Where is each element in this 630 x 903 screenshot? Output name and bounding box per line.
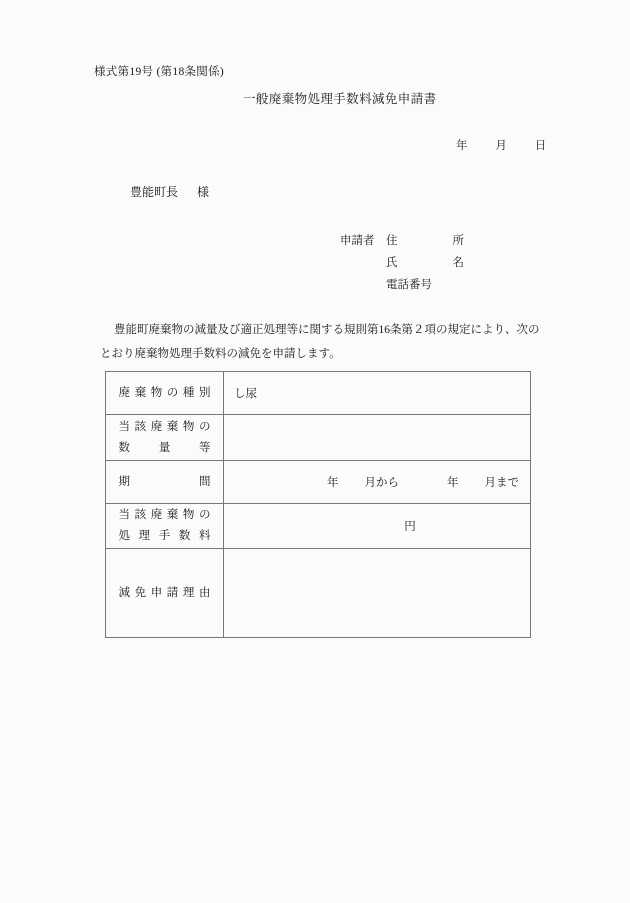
period-year-from: 年 [327,477,339,489]
applicant-name-label: 氏 名 [386,257,464,269]
applicant-phone-label: 電話番号 [386,279,432,291]
application-table [105,371,531,638]
table-row-reduction-reason [106,549,531,638]
period-year-to: 年 [447,477,459,489]
value-period[interactable] [224,461,531,504]
document-title: 一般廃棄物処理手数料減免申請書 [243,92,437,106]
table-row-period [106,461,531,504]
body-paragraph-line2: おり廃棄物処理手数料の減免を申請します。 [111,348,341,360]
label-period: 期 間 [106,461,224,504]
addressee [130,183,209,200]
body-paragraph-line1: 豊能町廃棄物の減量及び適正処理等に関する規則第16条第２項の規定により、次のと [100,324,540,360]
period-month-to: 月まで [484,477,519,489]
label-waste-type: 廃棄物の種別 [106,372,224,415]
table-row-processing-fee [106,504,531,549]
value-waste-type[interactable]: し尿 [224,372,531,415]
label-waste-amount: 当該廃棄物の 数 量 等 [106,415,224,461]
applicant-label: 申請者 [340,235,375,247]
applicant-address-label: 住 所 [386,235,464,247]
applicant-row-name [340,252,464,274]
label-reduction-reason: 減免申請理由 [106,549,224,638]
applicant-block [340,230,464,296]
addressee-name: 豊能町長 [130,185,179,199]
value-processing-fee[interactable] [224,504,531,549]
table-row-waste-type [106,372,531,415]
table-row-waste-amount [106,415,531,461]
form-number: 様式第19号 (第18条関係) [94,66,225,78]
date-year-label: 年 [456,140,468,152]
body-paragraph [100,318,540,366]
date-line [456,137,546,153]
applicant-row-phone [340,274,464,296]
period-month-from: 月から [364,477,399,489]
addressee-honorific: 様 [197,185,210,199]
value-waste-amount[interactable] [224,415,531,461]
date-month-label: 月 [495,140,507,152]
applicant-row-address [340,230,464,252]
date-day-label: 日 [534,140,547,152]
value-reduction-reason[interactable] [224,549,531,638]
label-processing-fee: 当該廃棄物の 処理手数料 [106,504,224,549]
fee-currency-unit: 円 [404,521,416,533]
